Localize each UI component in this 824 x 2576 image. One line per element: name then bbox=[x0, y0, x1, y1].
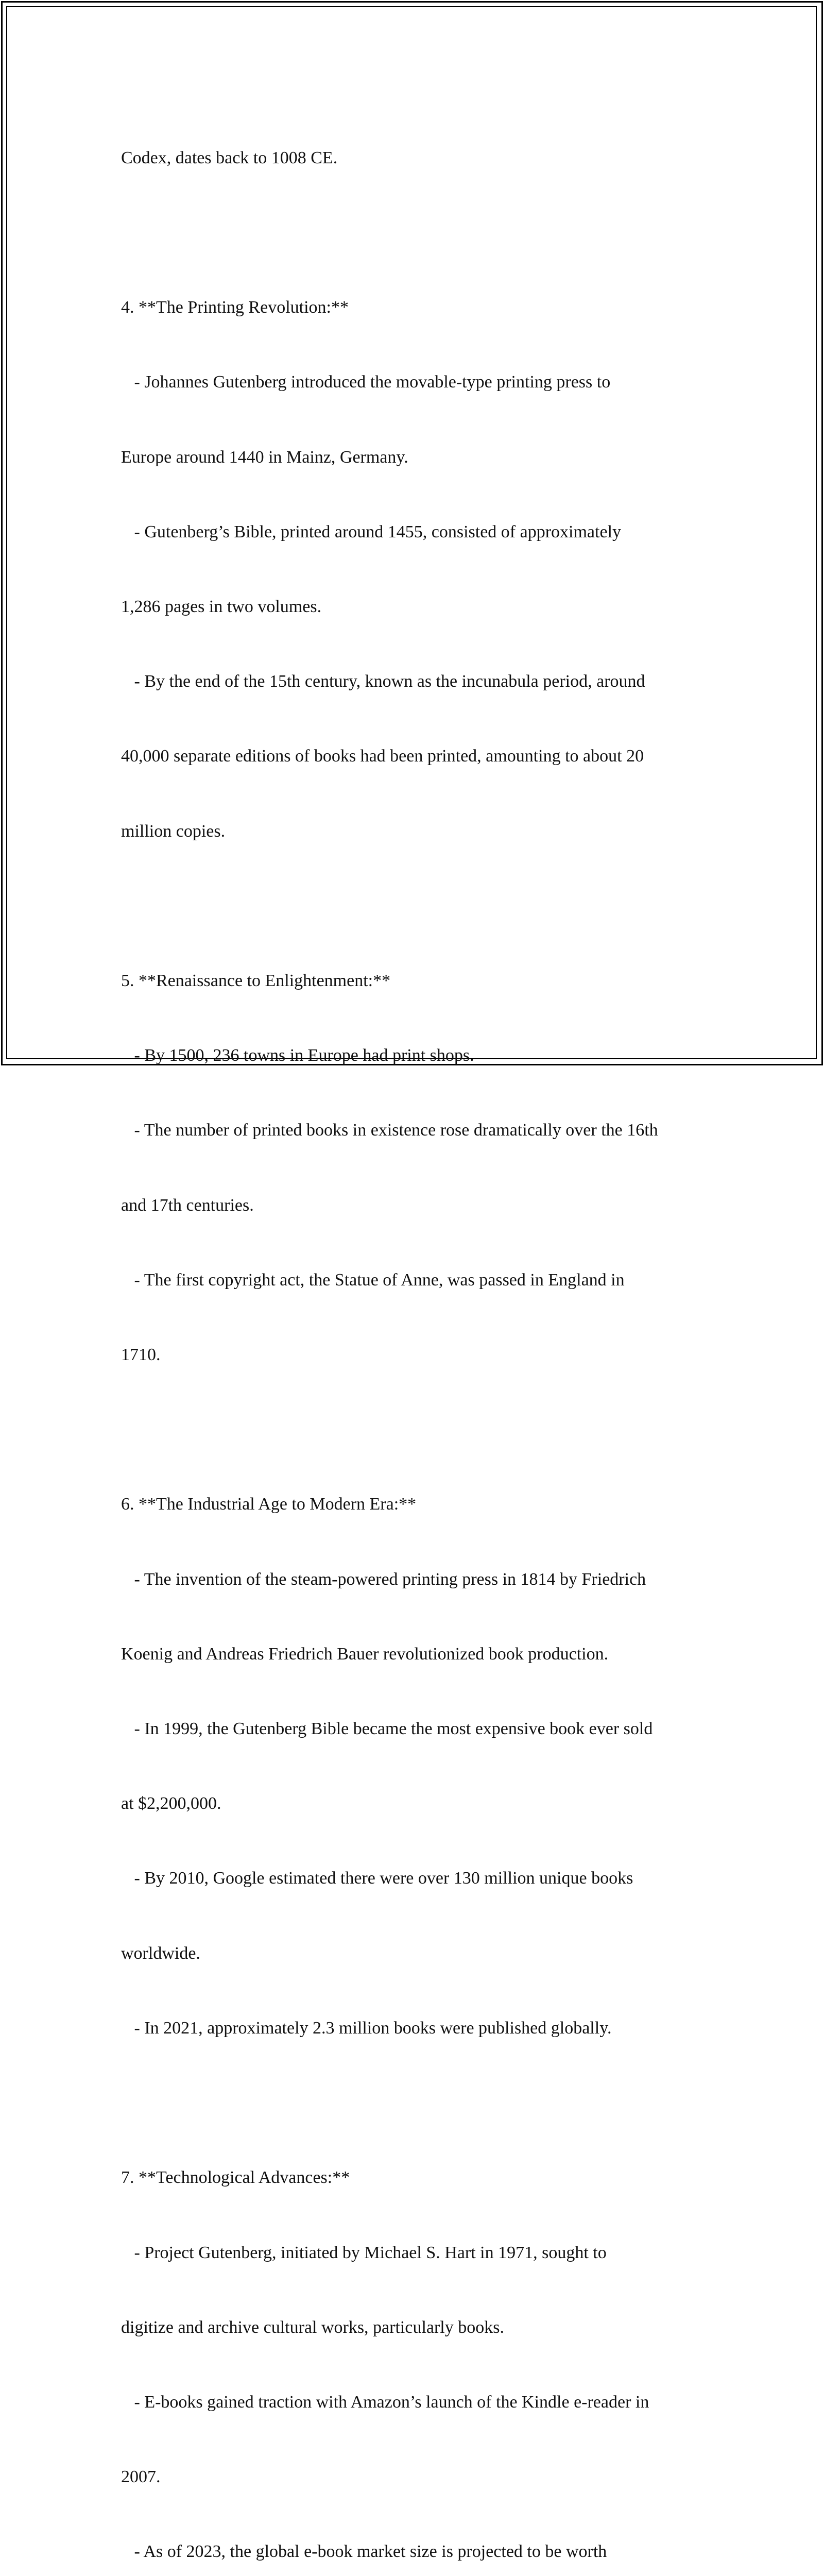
text-line: - The number of printed books in existence rose dramatically over the 16th bbox=[121, 1121, 658, 1140]
text-line: - Gutenberg’s Bible, printed around 1455, consisted of approximately bbox=[121, 522, 622, 541]
blank-line bbox=[121, 221, 718, 245]
text-line: Koenig and Andreas Friedrich Bauer revolutionized book production. bbox=[121, 1644, 609, 1664]
text-line: 1710. bbox=[121, 1345, 161, 1365]
blank-line bbox=[121, 1417, 718, 1442]
text-line: - By 1500, 236 towns in Europe had print shops. bbox=[121, 1046, 474, 1065]
text-line: - The invention of the steam-powered printing press in 1814 by Friedrich bbox=[121, 1569, 646, 1589]
text-line: - By 2010, Google estimated there were over 130 million unique books bbox=[121, 1869, 633, 1888]
text-line: - Project Gutenberg, initiated by Michael S. Hart in 1971, sought to bbox=[121, 2243, 607, 2262]
text-line: - In 2021, approximately 2.3 million books were published globally. bbox=[121, 2018, 612, 2038]
text-line: worldwide. bbox=[121, 1943, 200, 1963]
text-line: 1,286 pages in two volumes. bbox=[121, 597, 322, 617]
document-body bbox=[121, 96, 718, 2576]
blank-line bbox=[121, 894, 718, 919]
text-line: - Johannes Gutenberg introduced the movable-type printing press to bbox=[121, 372, 611, 392]
text-line: digitize and archive cultural works, particularly books. bbox=[121, 2317, 504, 2337]
text-line: Codex, dates back to 1008 CE. bbox=[121, 148, 338, 167]
text-line: million copies. bbox=[121, 821, 226, 841]
text-line: 2007. bbox=[121, 2467, 161, 2487]
text-line: at $2,200,000. bbox=[121, 1794, 221, 1814]
text-line: - The first copyright act, the Statue of Anne, was passed in England in bbox=[121, 1270, 625, 1290]
text-line: - By the end of the 15th century, known as the incunabula period, around bbox=[121, 672, 645, 691]
text-line: - As of 2023, the global e-book market size is projected to be worth bbox=[121, 2542, 607, 2562]
text-line: Europe around 1440 in Mainz, Germany. bbox=[121, 447, 408, 467]
section-heading: 5. **Renaissance to Enlightenment:** bbox=[121, 971, 391, 991]
section-heading: 6. **The Industrial Age to Modern Era:** bbox=[121, 1495, 417, 1514]
text-line: 40,000 separate editions of books had been printed, amounting to about 20 bbox=[121, 747, 644, 766]
section-heading: 7. **Technological Advances:** bbox=[121, 2168, 350, 2188]
section-heading: 4. **The Printing Revolution:** bbox=[121, 298, 349, 317]
text-line: - In 1999, the Gutenberg Bible became the most expensive book ever sold bbox=[121, 1719, 653, 1739]
blank-line bbox=[121, 2091, 718, 2115]
text-line: - E-books gained traction with Amazon’s launch of the Kindle e-reader in bbox=[121, 2392, 649, 2412]
text-line: and 17th centuries. bbox=[121, 1195, 254, 1215]
